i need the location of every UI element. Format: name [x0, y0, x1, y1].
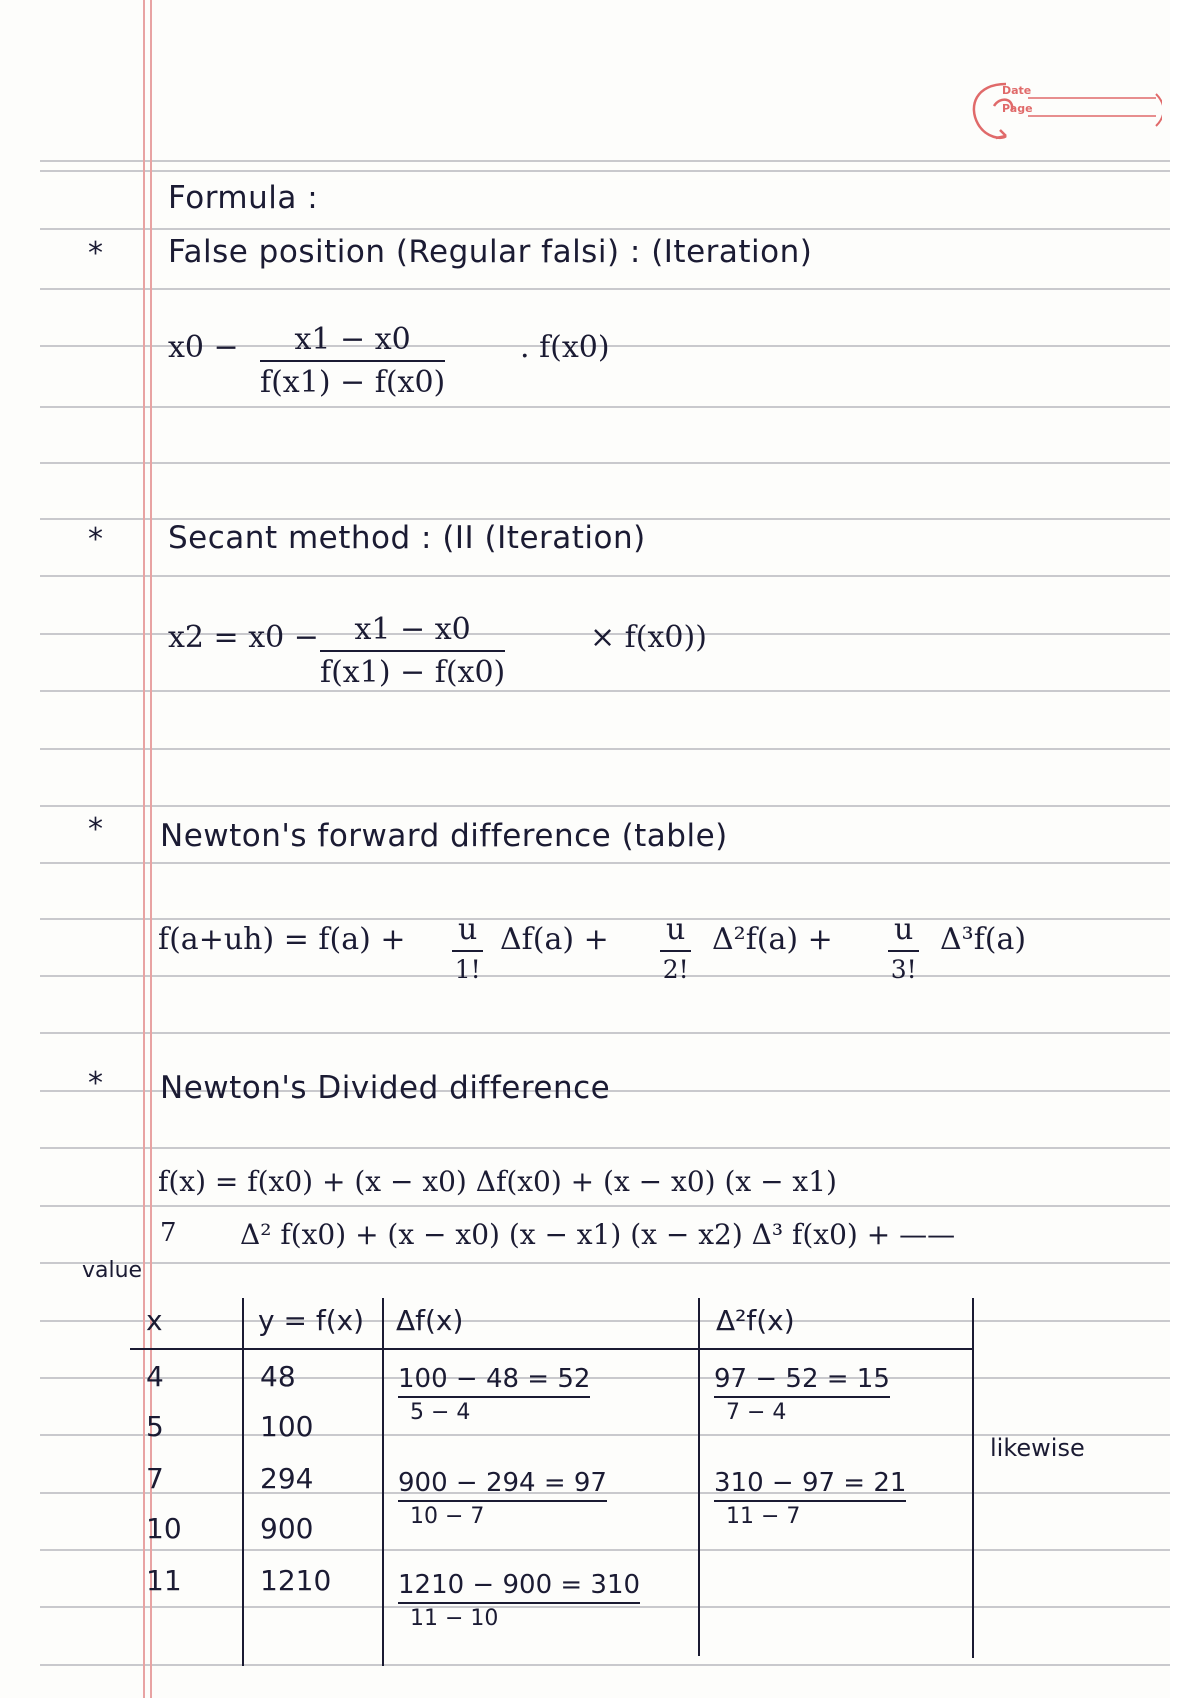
delta2-numerator: 310 − 97 = 21 — [714, 1468, 906, 1502]
delta2-numerator: 97 − 52 = 15 — [714, 1364, 890, 1398]
table-cell-x: 5 — [146, 1410, 164, 1443]
formula-term: Δ²f(a) + — [712, 922, 833, 957]
fraction-denominator: f(x1) − f(x0) — [260, 365, 446, 400]
date-label: Date — [1002, 84, 1032, 97]
ruled-line — [40, 228, 1170, 230]
ruled-line — [40, 975, 1170, 977]
delta1-numerator: 100 − 48 = 52 — [398, 1364, 590, 1398]
section-heading-newton-divided: Newton's Divided difference — [160, 1070, 611, 1106]
table-cell-y: 900 — [260, 1512, 314, 1545]
bullet: * — [88, 1066, 103, 1101]
ruled-line — [40, 805, 1170, 807]
table-cell-x: 4 — [146, 1360, 164, 1393]
table-cell-y: 294 — [260, 1462, 314, 1495]
ruled-line — [40, 918, 1170, 920]
table-cell-delta1 — [398, 1364, 590, 1425]
formula-line-2: Δ² f(x0) + (x − x0) (x − x1) (x − x2) Δ³ f(x0) + —— — [240, 1218, 956, 1251]
formula-line-1: f(x) = f(x0) + (x − x0) Δf(x0) + (x − x0) (x − x1) — [158, 1165, 837, 1198]
formula-rhs: . f(x0) — [520, 330, 610, 365]
delta2-denominator: 7 − 4 — [726, 1400, 787, 1425]
fraction-numerator: u — [888, 912, 919, 952]
formula-fraction — [660, 912, 691, 984]
ruled-line — [40, 575, 1170, 577]
page-label: Page — [1002, 102, 1033, 115]
fraction-denominator: 1! — [454, 955, 481, 984]
fraction-numerator: x1 − x0 — [260, 322, 445, 362]
table-cell-delta1 — [398, 1468, 607, 1529]
table-cell-x: 11 — [146, 1564, 182, 1597]
table-header-delta1: Δf(x) — [396, 1304, 464, 1337]
bullet: * — [88, 236, 103, 271]
ruled-line — [40, 288, 1170, 290]
difference-table — [130, 1298, 1085, 1666]
ruled-line — [40, 160, 1170, 162]
table-column-divider — [242, 1298, 244, 1666]
formula-fraction — [888, 912, 919, 984]
bullet: * — [88, 522, 103, 557]
value-label: value — [82, 1258, 143, 1283]
table-column-divider — [698, 1298, 700, 1656]
formula-term: Δ³f(a) — [940, 922, 1027, 957]
formula-fraction — [260, 322, 445, 400]
delta2-denominator: 11 − 7 — [726, 1504, 801, 1529]
ruled-line — [40, 1262, 1170, 1264]
ruled-line — [40, 170, 1170, 172]
table-header-y: y = f(x) — [258, 1304, 365, 1337]
ruled-line — [40, 1147, 1170, 1149]
table-column-divider — [382, 1298, 384, 1666]
date-page-stamp — [966, 76, 1162, 146]
delta1-denominator: 11 − 10 — [410, 1606, 499, 1631]
delta1-numerator: 900 − 294 = 97 — [398, 1468, 607, 1502]
ruled-line — [40, 462, 1170, 464]
ruled-line — [40, 406, 1170, 408]
section-heading-secant: Secant method : (II (Iteration) — [168, 520, 646, 556]
table-header-x: x — [146, 1304, 163, 1337]
fraction-numerator: u — [660, 912, 691, 952]
formula-fraction — [452, 912, 483, 984]
ruled-line — [40, 748, 1170, 750]
formula-term: Δf(a) + — [500, 922, 609, 957]
table-cell-y: 100 — [260, 1410, 314, 1443]
formula-marker: 7 — [160, 1218, 177, 1248]
table-cell-delta2 — [714, 1364, 890, 1425]
fraction-numerator: u — [452, 912, 483, 952]
section-heading-newton-forward: Newton's forward difference (table) — [160, 818, 728, 854]
delta1-denominator: 5 − 4 — [410, 1400, 471, 1425]
delta1-numerator: 1210 − 900 = 310 — [398, 1570, 640, 1604]
formula-lhs: x0 − — [168, 330, 239, 365]
table-cell-x: 10 — [146, 1512, 182, 1545]
formula-lhs: f(a+uh) = f(a) + — [158, 922, 406, 957]
delta1-denominator: 10 − 7 — [410, 1504, 485, 1529]
table-cell-x: 7 — [146, 1462, 164, 1495]
table-header-divider — [130, 1348, 974, 1350]
fraction-denominator: 3! — [890, 955, 917, 984]
formula-rhs: × f(x0)) — [590, 620, 707, 655]
notebook-logo-icon — [966, 76, 1162, 146]
ruled-line — [40, 862, 1170, 864]
table-cell-y: 48 — [260, 1360, 296, 1393]
page-title: Formula : — [168, 180, 319, 216]
section-heading-false-position: False position (Regular falsi) : (Iteration) — [168, 234, 813, 270]
fraction-numerator: x1 − x0 — [320, 612, 505, 652]
ruled-line — [40, 1032, 1170, 1034]
ruled-line — [40, 690, 1170, 692]
table-header-delta2: Δ²f(x) — [716, 1304, 795, 1337]
bullet: * — [88, 812, 103, 847]
side-note: likewise — [990, 1434, 1085, 1462]
table-cell-y: 1210 — [260, 1564, 332, 1597]
ruled-line — [40, 1205, 1170, 1207]
table-column-divider — [972, 1298, 974, 1658]
table-cell-delta1 — [398, 1570, 640, 1631]
table-cell-delta2 — [714, 1468, 906, 1529]
fraction-denominator: f(x1) − f(x0) — [320, 655, 506, 690]
formula-fraction — [320, 612, 505, 690]
fraction-denominator: 2! — [662, 955, 689, 984]
formula-lhs: x2 = x0 − — [168, 620, 319, 655]
